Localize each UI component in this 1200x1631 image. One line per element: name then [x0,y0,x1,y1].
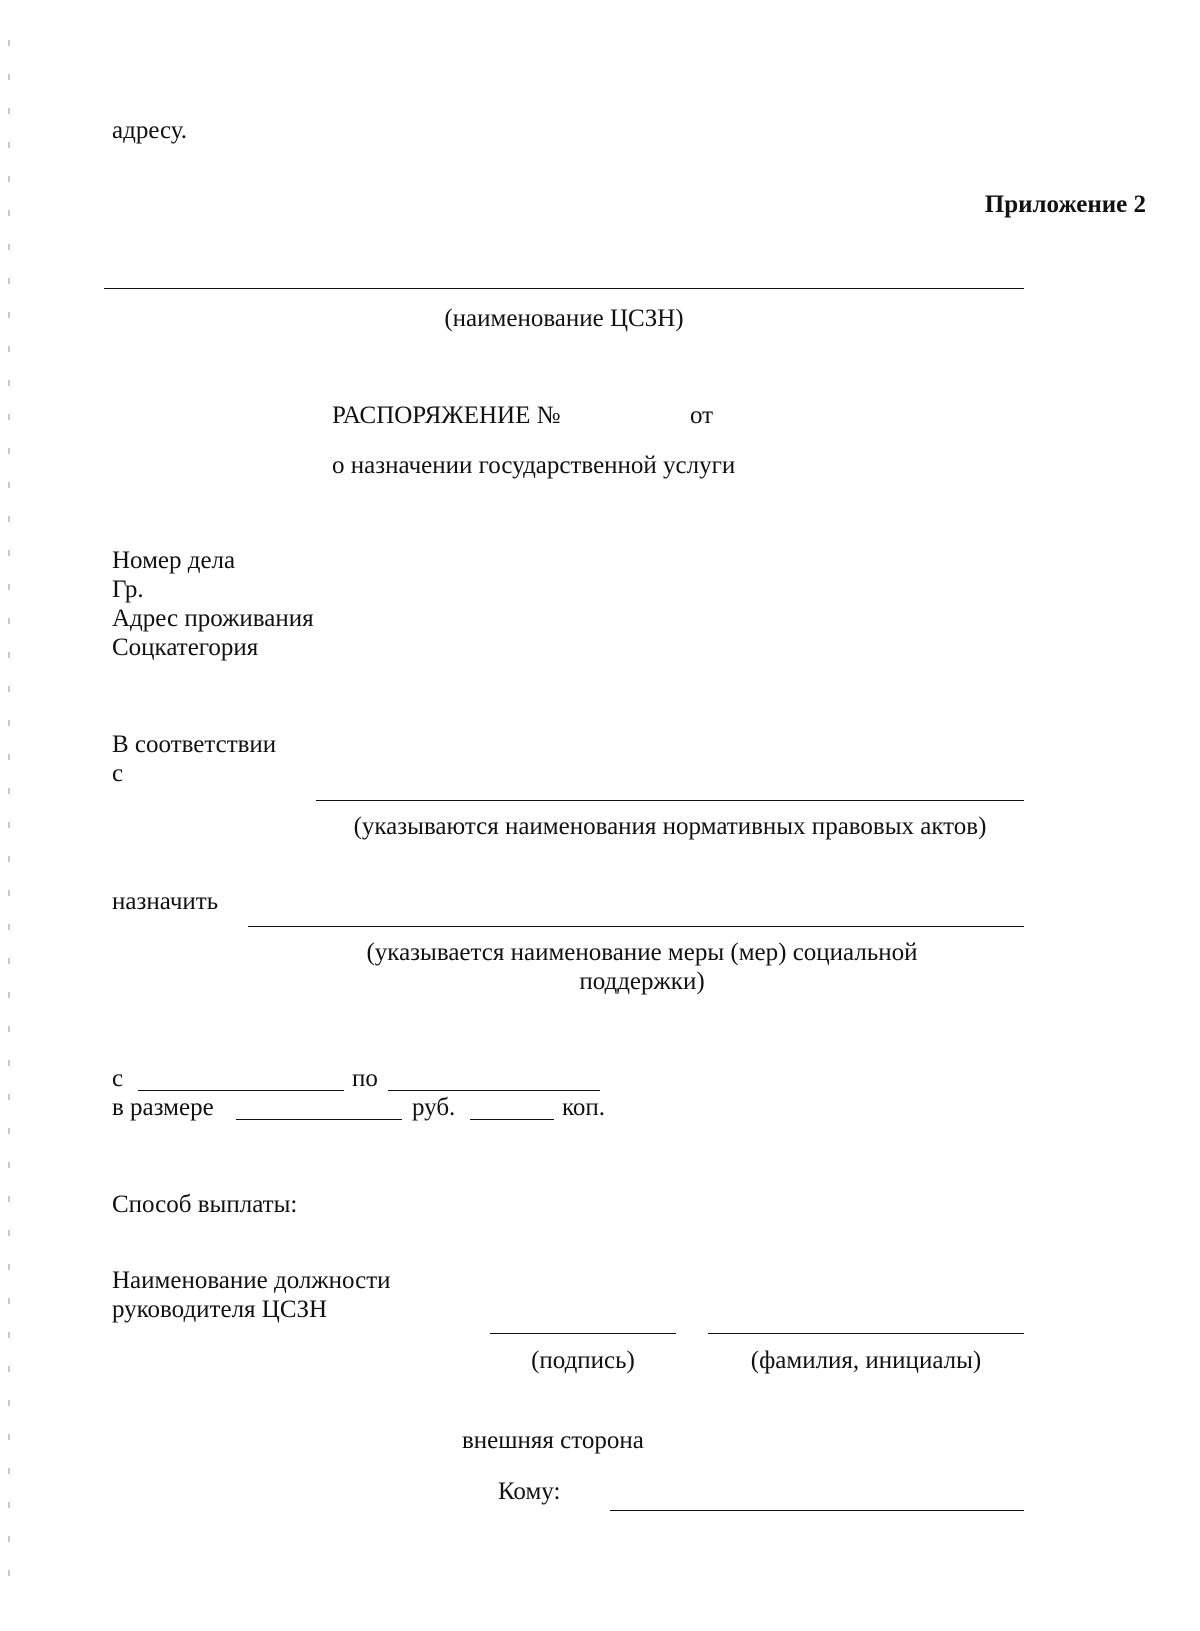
signature-caption: (подпись) [531,1347,635,1374]
payment-method-label: Способ выплаты: [112,1191,298,1218]
head-name-caption: (фамилия, инициалы) [750,1347,982,1374]
order-subject: о назначении государственной услуги [332,452,736,479]
accordance-line1: В соответствии [112,731,277,758]
legal-acts-caption: (указываются наименования нормативных правовых актов) [353,813,987,840]
amount-kop-label: коп. [562,1094,606,1121]
recipient-line[interactable] [610,1510,1024,1511]
support-measure-caption: (указывается наименование меры (мер) социальной поддержки) [366,939,918,995]
appendix-label: Приложение 2 [984,191,1146,218]
envelope-to-label: Кому: [498,1478,561,1505]
amount-rub-label: руб. [412,1094,456,1121]
scan-margin-marks [8,40,10,1600]
field-social-category: Соцкатегория [112,634,259,661]
legal-acts-line[interactable] [316,800,1024,801]
accordance-line2: с [112,760,124,787]
order-title: РАСПОРЯЖЕНИЕ № [332,402,561,429]
top-fragment-text: адресу. [112,117,188,144]
envelope-outer-side: внешняя сторона [462,1427,644,1454]
amount-kop-line[interactable] [470,1119,554,1120]
field-case-number: Номер дела [112,547,236,574]
signature-line[interactable] [490,1333,676,1334]
period-to-line[interactable] [388,1090,600,1091]
period-from-line[interactable] [138,1090,344,1091]
head-position-line2: руководителя ЦСЗН [112,1296,328,1323]
head-position-line1: Наименование должности [112,1267,391,1294]
period-from-label: с [112,1065,124,1092]
amount-rub-line[interactable] [236,1119,402,1120]
field-address: Адрес проживания [112,605,314,632]
org-name-caption: (наименование ЦСЗН) [444,305,684,332]
support-measure-line[interactable] [248,926,1024,927]
field-citizen: Гр. [112,576,144,603]
period-to-label: по [352,1065,378,1092]
org-name-line[interactable] [104,288,1024,289]
assign-label: назначить [112,888,219,915]
order-from-label: от [690,402,714,429]
head-name-line[interactable] [708,1333,1024,1334]
amount-label: в размере [112,1094,214,1121]
